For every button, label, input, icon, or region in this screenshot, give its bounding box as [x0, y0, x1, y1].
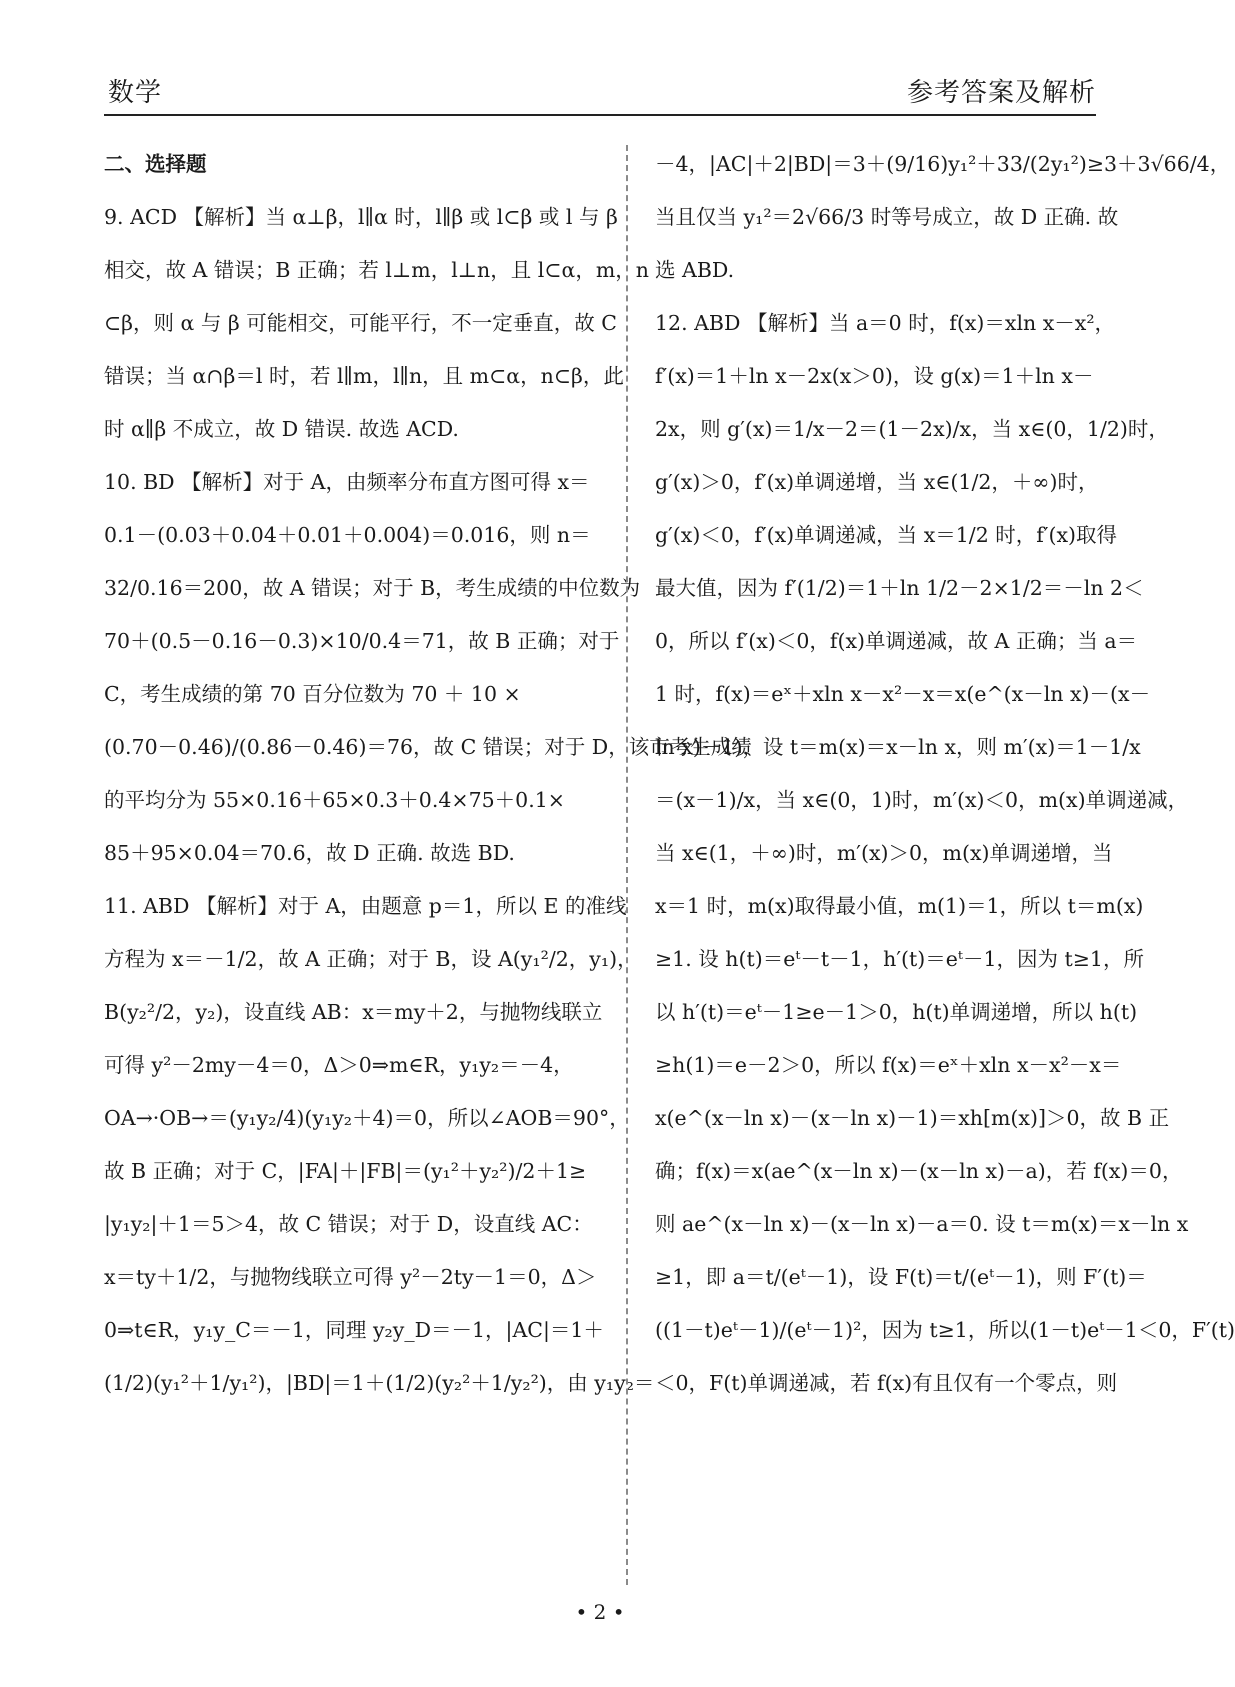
- text-line: 确；f(x)＝x(ae^(x－ln x)－(x－ln x)－a)，若 f(x)＝0，: [655, 1159, 1183, 1183]
- text-line: 选 ABD.: [655, 258, 735, 282]
- text-line: ≥1，即 a＝t/(eᵗ－1)，设 F(t)＝t/(eᵗ－1)，则 F′(t)＝: [655, 1265, 1147, 1289]
- text-line: C，考生成绩的第 70 百分位数为 70 ＋ 10 ×: [104, 682, 521, 706]
- text-line: －4，|AC|＋2|BD|＝3＋(9/16)y₁²＋33/(2y₁²)≥3＋3√66/4，: [655, 152, 1231, 176]
- text-line: 0⇒t∈R，y₁y_C＝－1，同理 y₂y_D＝－1，|AC|＝1＋: [104, 1318, 604, 1342]
- header-doc-title: 参考答案及解析: [906, 78, 1096, 108]
- text-line: ＝(x－1)/x，当 x∈(0，1)时，m′(x)＜0，m(x)单调递减，: [655, 788, 1189, 812]
- text-line: 2x，则 g′(x)＝1/x－2＝(1－2x)/x，当 x∈(0，1/2)时，: [655, 417, 1169, 441]
- header-rule: [104, 114, 1096, 116]
- text-line: 相交，故 A 错误；B 正确；若 l⊥m，l⊥n，且 l⊂α，m，n: [104, 258, 649, 282]
- section-title: 二、选择题: [104, 152, 207, 176]
- text-line: B(y₂²/2，y₂)，设直线 AB：x＝my＋2，与抛物线联立: [104, 1000, 603, 1024]
- text-line: g′(x)＞0，f′(x)单调递增，当 x∈(1/2，＋∞)时，: [655, 470, 1099, 494]
- text-line: (1/2)(y₁²＋1/y₁²)，|BD|＝1＋(1/2)(y₂²＋1/y₂²)，由 y₁y₂＝: [104, 1371, 655, 1395]
- text-line: 错误；当 α∩β＝l 时，若 l∥m，l∥n，且 m⊂α，n⊂β，此: [104, 364, 624, 388]
- text-line: f′(x)＝1＋ln x－2x(x＞0)，设 g(x)＝1＋ln x－: [655, 364, 1094, 388]
- text-line: 0.1－(0.03＋0.04＋0.01＋0.004)＝0.016，则 n＝: [104, 523, 591, 547]
- text-line: 当 x∈(1，＋∞)时，m′(x)＞0，m(x)单调递增，当: [655, 841, 1113, 865]
- text-line: ≥1. 设 h(t)＝eᵗ－t－1，h′(t)＝eᵗ－1，因为 t≥1，所: [655, 947, 1144, 971]
- text-line: g′(x)＜0，f′(x)单调递减，当 x＝1/2 时，f′(x)取得: [655, 523, 1118, 547]
- text-line: 以 h′(t)＝eᵗ－1≥e－1＞0，h(t)单调递增，所以 h(t): [655, 1000, 1138, 1024]
- text-line: 时 α∥β 不成立，故 D 错误. 故选 ACD.: [104, 417, 459, 441]
- text-line: ((1－t)eᵗ－1)/(eᵗ－1)²，因为 t≥1，所以(1－t)eᵗ－1＜0，F′(t): [655, 1318, 1235, 1342]
- text-line: 32/0.16＝200，故 A 错误；对于 B，考生成绩的中位数为: [104, 576, 641, 600]
- text-line: x＝1 时，m(x)取得最小值，m(1)＝1，所以 t＝m(x): [655, 894, 1144, 918]
- text-line: 11. ABD 【解析】对于 A，由题意 p＝1，所以 E 的准线: [104, 894, 627, 918]
- text-line: 1 时，f(x)＝eˣ＋xln x－x²－x＝x(e^(x－ln x)－(x－: [655, 682, 1151, 706]
- text-line: 0，所以 f′(x)＜0，f(x)单调递减，故 A 正确；当 a＝: [655, 629, 1138, 653]
- text-line: 10. BD 【解析】对于 A，由频率分布直方图可得 x＝: [104, 470, 590, 494]
- text-line: (0.70－0.46)/(0.86－0.46)＝76，故 C 错误；对于 D，该市考生成绩: [104, 735, 752, 759]
- text-line: 85＋95×0.04＝70.6，故 D 正确. 故选 BD.: [104, 841, 515, 865]
- text-line: OA→·OB→＝(y₁y₂/4)(y₁y₂＋4)＝0，所以∠AOB＝90°，: [104, 1106, 630, 1130]
- text-line: ln x)－1)，设 t＝m(x)＝x－ln x，则 m′(x)＝1－1/x: [655, 735, 1141, 759]
- text-line: 70＋(0.5－0.16－0.3)×10/0.4＝71，故 B 正确；对于: [104, 629, 620, 653]
- text-line: |y₁y₂|＋1＝5＞4，故 C 错误；对于 D，设直线 AC：: [104, 1212, 593, 1236]
- text-line: 当且仅当 y₁²＝2√66/3 时等号成立，故 D 正确. 故: [655, 205, 1119, 229]
- header-subject: 数学: [108, 78, 163, 108]
- text-line: 方程为 x＝－1/2，故 A 正确；对于 B，设 A(y₁²/2，y₁)，: [104, 947, 638, 971]
- page-number: • 2 •: [575, 1600, 625, 1624]
- text-line: 则 ae^(x－ln x)－(x－ln x)－a＝0. 设 t＝m(x)＝x－ln x: [655, 1212, 1189, 1236]
- text-line: ⊂β，则 α 与 β 可能相交，可能平行，不一定垂直，故 C: [104, 311, 617, 335]
- text-line: 12. ABD 【解析】当 a＝0 时，f(x)＝xln x－x²，: [655, 311, 1116, 335]
- text-line: 最大值，因为 f′(1/2)＝1＋ln 1/2－2×1/2＝－ln 2＜: [655, 576, 1144, 600]
- right-column: [655, 138, 1235, 1410]
- text-line: ＜0，F(t)单调递减，若 f(x)有且仅有一个零点，则: [655, 1371, 1118, 1395]
- text-line: 的平均分为 55×0.16＋65×0.3＋0.4×75＋0.1×: [104, 788, 565, 812]
- text-line: 可得 y²－2my－4＝0，Δ＞0⇒m∈R，y₁y₂＝－4，: [104, 1053, 574, 1077]
- text-line: x(e^(x－ln x)－(x－ln x)－1)＝xh[m(x)]＞0，故 B 正: [655, 1106, 1170, 1130]
- column-divider: [626, 145, 628, 1585]
- text-line: ≥h(1)＝e－2＞0，所以 f(x)＝eˣ＋xln x－x²－x＝: [655, 1053, 1122, 1077]
- text-line: 9. ACD 【解析】当 α⊥β，l∥α 时，l∥β 或 l⊂β 或 l 与 β: [104, 205, 618, 229]
- text-line: 故 B 正确；对于 C，|FA|＋|FB|＝(y₁²＋y₂²)/2＋1≥: [104, 1159, 587, 1183]
- text-line: x＝ty＋1/2，与抛物线联立可得 y²－2ty－1＝0，Δ＞: [104, 1265, 597, 1289]
